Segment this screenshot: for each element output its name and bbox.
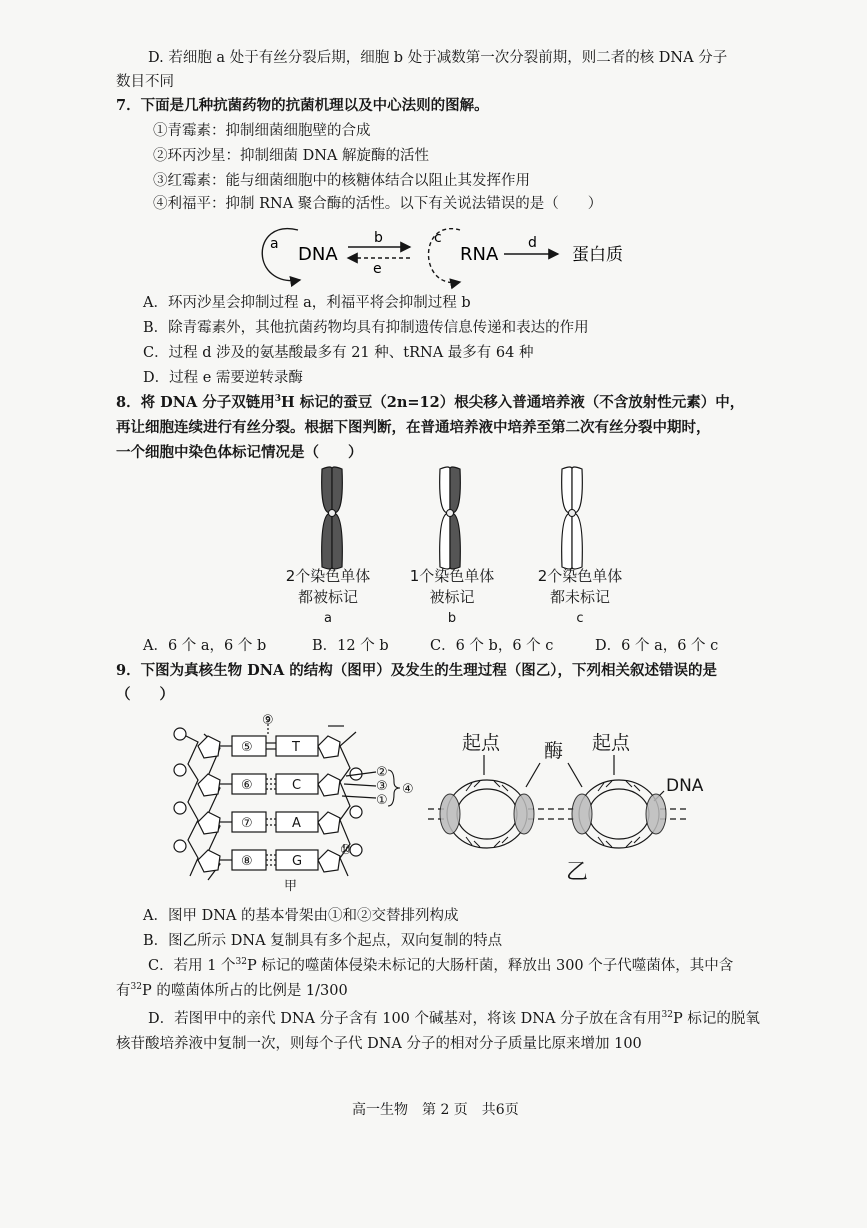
- yi-origin-2: 起点: [592, 732, 631, 754]
- q7-option-c: C．过程 d 涉及的氨基酸最多有 21 种、tRNA 最多有 64 种: [143, 345, 534, 361]
- jia-marker-4: ④: [402, 782, 414, 797]
- node-dna: DNA: [298, 244, 338, 265]
- q8-option-b: B．12 个 b: [312, 638, 389, 654]
- caption-c: 2个染色单体 都未标记 c: [537, 567, 623, 626]
- q8-stem-line3: 一个细胞中染色体标记情况是（ ）: [116, 444, 363, 461]
- yi-label: 乙: [566, 860, 589, 885]
- q7-stem: 7．下面是几种抗菌药物的抗菌机理以及中心法则的图解。: [116, 97, 489, 114]
- q7-option-a: A．环丙沙星会抑制过程 a，利福平将会抑制过程 b: [143, 295, 471, 311]
- label-b: b: [374, 230, 383, 246]
- label-e: e: [373, 261, 382, 277]
- chromosome-figure: [300, 463, 620, 573]
- yi-enzyme: 酶: [544, 740, 564, 762]
- q7-item-3: ③红霉素：能与细菌细胞中的核糖体结合以阻止其发挥作用: [153, 173, 530, 189]
- q7-item-4: ④利福平：抑制 RNA 聚合酶的活性。以下有关说法错误的是（ ）: [153, 196, 603, 212]
- jia-num-6: ⑥: [241, 778, 253, 793]
- q9-option-c-line1: C．若用 1 个$^{32}$P 标记的噬菌体侵染未标记的大肠杆菌，释放出 300 个子代噬菌体，其中含: [148, 957, 734, 974]
- jia-marker-9: ⑨: [262, 713, 274, 728]
- label-a: a: [270, 236, 279, 252]
- q9-option-c-line2: 有$^{32}$P 的噬菌体所占的比例是 1/300: [116, 982, 348, 999]
- caption-b: 1个染色单体 被标记 b: [409, 567, 495, 626]
- q8-option-a: A．6 个 a，6 个 b: [143, 638, 267, 654]
- loop-a-arrow: [262, 229, 300, 281]
- node-rna: RNA: [460, 244, 499, 265]
- dna-replication-figure-yi: [428, 725, 728, 890]
- jia-base-a: A: [292, 816, 301, 831]
- q7-item-1: ①青霉素：抑制细菌细胞壁的合成: [153, 123, 371, 139]
- jia-marker-10: ⑩: [340, 843, 352, 858]
- jia-marker-2: ②: [376, 765, 388, 780]
- q7-option-d: D．过程 e 需要逆转录酶: [143, 370, 303, 386]
- dna-structure-figure-jia: [168, 712, 430, 894]
- jia-num-8: ⑧: [241, 854, 253, 869]
- q6-option-d-line2: 数目不同: [116, 74, 174, 90]
- q9-stem-paren: （ ）: [116, 686, 174, 703]
- q8-option-d: D．6 个 a，6 个 c: [595, 638, 719, 654]
- q9-stem: 9．下图为真核生物 DNA 的结构（图甲）及发生的生理过程（图乙），下列相关叙述错误的是: [116, 662, 718, 679]
- q8-stem-line2: 再让细胞连续进行有丝分裂。根据下图判断，在普通培养液中培养至第二次有丝分裂中期时，: [116, 419, 711, 436]
- chromosome-a: [322, 467, 343, 569]
- caption-a: 2个染色单体 都被标记 a: [285, 567, 371, 626]
- label-d: d: [528, 235, 537, 251]
- q9-option-d-line2: 核苷酸培养液中复制一次，则每个子代 DNA 分子的相对分子质量比原来增加 100: [116, 1036, 642, 1052]
- label-c: c: [434, 230, 442, 246]
- q7-item-2: ②环丙沙星：抑制细菌 DNA 解旋酶的活性: [153, 148, 430, 164]
- yi-origin-1: 起点: [462, 732, 501, 754]
- chromosome-c: [562, 467, 583, 569]
- q9-option-b: B．图乙所示 DNA 复制具有多个起点，双向复制的特点: [143, 933, 503, 949]
- chromosome-b: [440, 467, 461, 569]
- jia-base-c: C: [292, 778, 302, 793]
- page-footer: 高一生物 第 2 页 共6页: [352, 1102, 519, 1118]
- jia-base-t: T: [292, 740, 300, 755]
- q7-option-b: B．除青霉素外，其他抗菌药物均具有抑制遗传信息传递和表达的作用: [143, 320, 589, 336]
- jia-base-g: G: [292, 854, 303, 869]
- jia-marker-1: ①: [376, 793, 388, 808]
- central-dogma-diagram: [250, 218, 630, 292]
- jia-num-5: ⑤: [241, 740, 253, 755]
- q8-stem: 8．将 DNA 分子双链用$^3$H 标记的蚕豆（2n=12）根尖移入普通培养液（不含放射性元素）中，: [116, 394, 745, 411]
- jia-label: 甲: [284, 879, 298, 894]
- q6-option-d-line1: D. 若细胞 a 处于有丝分裂后期，细胞 b 处于减数第一次分裂前期，则二者的核 DNA 分子: [148, 50, 728, 66]
- q9-option-d-line1: D．若图甲中的亲代 DNA 分子含有 100 个碱基对，将该 DNA 分子放在含有用$^{32}$P 标记的脱氧: [148, 1010, 760, 1027]
- yi-dna: DNA: [666, 776, 704, 796]
- q9-option-a: A．图甲 DNA 的基本骨架由①和②交替排列构成: [143, 908, 459, 924]
- jia-marker-3: ③: [376, 779, 388, 794]
- node-protein: 蛋白质: [572, 245, 623, 265]
- jia-num-7: ⑦: [241, 816, 253, 831]
- q8-option-c: C．6 个 b，6 个 c: [430, 638, 554, 654]
